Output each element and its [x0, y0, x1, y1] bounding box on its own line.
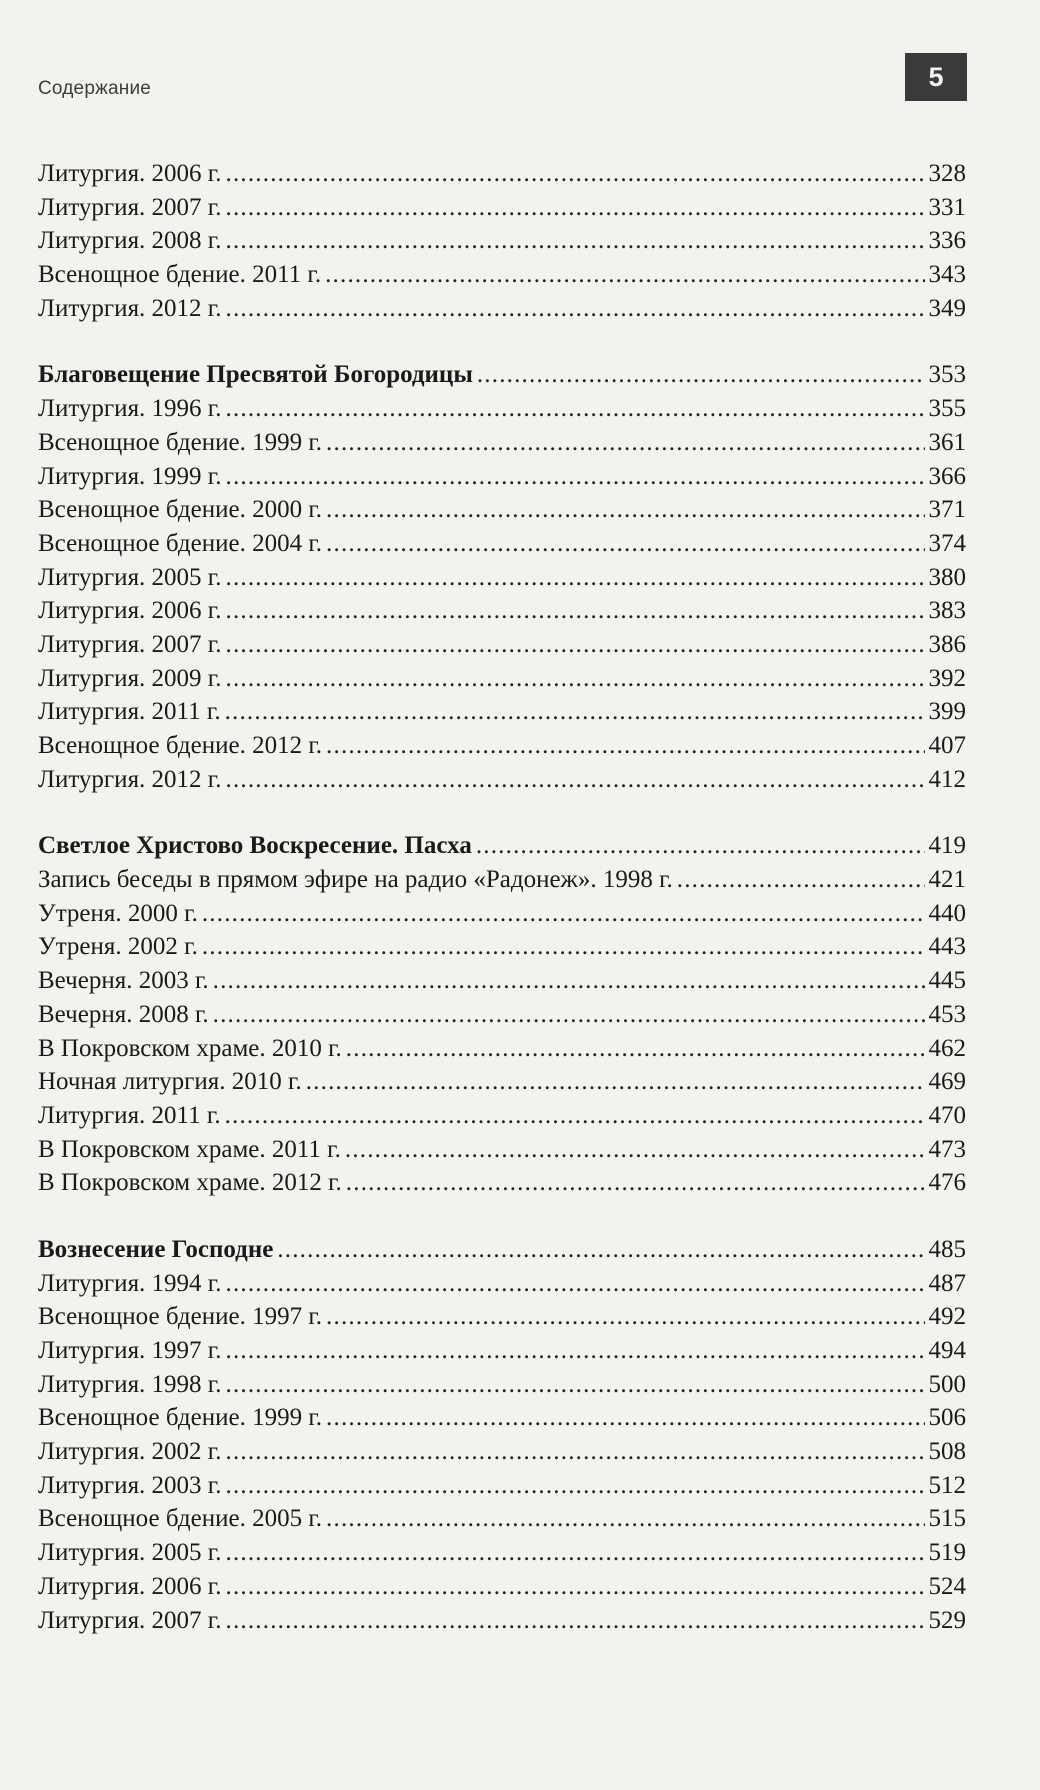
toc-entry — [38, 1502, 966, 1536]
page-ref: 512 — [928, 1471, 966, 1499]
entry-title: В Покровском храме. 2012 г. — [38, 1169, 342, 1197]
table-of-contents — [38, 157, 966, 1670]
toc-entry — [38, 1469, 966, 1503]
entry-title: Литургия. 1999 г. — [38, 462, 222, 490]
dot-leader — [202, 897, 925, 931]
toc-section — [38, 829, 966, 1200]
dot-leader — [326, 426, 924, 460]
dot-leader — [345, 1133, 925, 1167]
dot-leader — [226, 1334, 925, 1368]
dot-leader — [226, 662, 925, 696]
page-ref: 470 — [928, 1101, 966, 1129]
entry-title: Ночная литургия. 2010 г. — [38, 1068, 302, 1096]
page-ref: 443 — [928, 933, 966, 961]
entry-title: Всенощное бдение. 2000 г. — [38, 496, 323, 524]
dot-leader — [326, 729, 924, 763]
entry-title: Литургия. 2008 г. — [38, 227, 222, 255]
dot-leader — [226, 1469, 925, 1503]
page-ref: 412 — [928, 765, 966, 793]
dot-leader — [476, 829, 925, 863]
entry-title: Литургия. 2006 г. — [38, 160, 222, 187]
dot-leader — [326, 1502, 924, 1536]
dot-leader — [226, 460, 925, 494]
entry-title: Литургия. 2012 г. — [38, 765, 222, 793]
page-ref: 508 — [928, 1438, 966, 1466]
entry-title: Литургия. 1998 г. — [38, 1370, 222, 1398]
dot-leader — [477, 358, 925, 392]
page-ref: 473 — [928, 1135, 966, 1163]
dot-leader — [306, 1065, 925, 1099]
dot-leader — [226, 1435, 925, 1469]
entry-title: Литургия. 2011 г. — [38, 698, 221, 726]
toc-entry — [38, 1166, 966, 1200]
entry-title: Всенощное бдение. 1999 г. — [38, 1404, 323, 1432]
entry-title: Утреня. 2000 г. — [38, 899, 198, 927]
toc-entry — [38, 863, 966, 897]
entry-title: В Покровском храме. 2011 г. — [38, 1135, 341, 1163]
page-ref: 371 — [928, 496, 966, 524]
page-ref: 440 — [928, 899, 966, 927]
dot-leader — [226, 292, 925, 326]
toc-section — [38, 1233, 966, 1637]
toc-section-heading — [38, 829, 966, 863]
toc-entry — [38, 1368, 966, 1402]
page-ref: 421 — [928, 866, 966, 894]
dot-leader — [226, 157, 925, 191]
dot-leader — [326, 1401, 924, 1435]
entry-title: Всенощное бдение. 1997 г. — [38, 1303, 323, 1331]
page-ref: 419 — [928, 832, 966, 860]
page-ref: 506 — [928, 1404, 966, 1432]
toc-entry — [38, 561, 966, 595]
entry-title: Литургия. 2006 г. — [38, 597, 222, 625]
entry-title: Литургия. 2007 г. — [38, 1606, 222, 1634]
entry-title: Литургия. 2009 г. — [38, 664, 222, 692]
toc-entry — [38, 998, 966, 1032]
page-ref: 386 — [928, 630, 966, 658]
entry-title: Утреня. 2002 г. — [38, 933, 198, 961]
entry-title: Литургия. 2007 г. — [38, 193, 222, 221]
dot-leader — [226, 1536, 925, 1570]
toc-entry — [38, 662, 966, 696]
toc-entry — [38, 258, 966, 292]
entry-title: Литургия. 2012 г. — [38, 294, 222, 322]
entry-title: Всенощное бдение. 2004 г. — [38, 529, 323, 557]
toc-entry — [38, 594, 966, 628]
page-ref: 445 — [928, 967, 966, 995]
page-ref: 353 — [928, 361, 966, 389]
dot-leader — [677, 863, 925, 897]
toc-section-heading — [38, 1233, 966, 1267]
toc-entry — [38, 191, 966, 225]
toc-entry — [38, 493, 966, 527]
page-ref: 515 — [928, 1505, 966, 1533]
toc-section — [38, 358, 966, 796]
dot-leader — [213, 998, 925, 1032]
section-title: Вознесение Господне — [38, 1235, 274, 1263]
toc-entry — [38, 1536, 966, 1570]
entry-title: Литургия. 1994 г. — [38, 1269, 222, 1297]
dot-leader — [226, 628, 925, 662]
entry-title: Литургия. 2006 г. — [38, 1572, 222, 1600]
toc-entry — [38, 1401, 966, 1435]
dot-leader — [213, 964, 925, 998]
page-ref: 476 — [928, 1169, 966, 1197]
toc-entry — [38, 157, 966, 191]
dot-leader — [346, 1032, 925, 1066]
page-ref: 380 — [928, 563, 966, 591]
dot-leader — [346, 1166, 925, 1200]
running-header: Содержание — [38, 78, 152, 99]
page-ref: 355 — [928, 395, 966, 423]
page-ref: 487 — [928, 1269, 966, 1297]
toc-section — [38, 157, 966, 325]
dot-leader — [226, 392, 925, 426]
toc-entry — [38, 964, 966, 998]
toc-entry — [38, 897, 966, 931]
entry-title: Литургия. 2005 г. — [38, 1539, 222, 1567]
page-number-box: 5 — [905, 53, 967, 101]
page-ref: 328 — [928, 160, 966, 187]
page-ref: 331 — [928, 193, 966, 221]
toc-entry — [38, 426, 966, 460]
dot-leader — [326, 493, 924, 527]
toc-entry — [38, 1133, 966, 1167]
toc-entry — [38, 527, 966, 561]
dot-leader — [226, 1570, 925, 1604]
entry-title: В Покровском храме. 2010 г. — [38, 1034, 342, 1062]
entry-title: Всенощное бдение. 2005 г. — [38, 1505, 323, 1533]
entry-title: Вечерня. 2003 г. — [38, 967, 209, 995]
entry-title: Литургия. 2011 г. — [38, 1101, 221, 1129]
page-ref: 492 — [928, 1303, 966, 1331]
toc-section-heading — [38, 358, 966, 392]
page-ref: 392 — [928, 664, 966, 692]
dot-leader — [226, 1267, 925, 1301]
toc-entry — [38, 1604, 966, 1638]
page-ref: 494 — [928, 1337, 966, 1364]
dot-leader — [226, 594, 925, 628]
dot-leader — [226, 763, 925, 797]
toc-entry — [38, 1267, 966, 1301]
dot-leader — [326, 1300, 924, 1334]
page-ref: 453 — [928, 1000, 966, 1028]
page-ref: 462 — [928, 1034, 966, 1062]
dot-leader — [225, 695, 925, 729]
toc-entry — [38, 763, 966, 797]
entry-title: Литургия. 2003 г. — [38, 1471, 222, 1499]
page-ref: 374 — [928, 529, 966, 557]
toc-entry — [38, 1099, 966, 1133]
entry-title: Литургия. 2002 г. — [38, 1438, 222, 1466]
dot-leader — [277, 1233, 924, 1267]
entry-title: Вечерня. 2008 г. — [38, 1000, 209, 1028]
dot-leader — [226, 224, 925, 258]
entry-title: Всенощное бдение. 1999 г. — [38, 428, 323, 456]
page-ref: 343 — [928, 261, 966, 289]
toc-entry — [38, 1300, 966, 1334]
toc-entry — [38, 292, 966, 326]
toc-entry — [38, 695, 966, 729]
page-ref: 407 — [928, 732, 966, 759]
entry-title: Литургия. 2007 г. — [38, 630, 222, 658]
toc-entry — [38, 1065, 966, 1099]
dot-leader — [226, 1368, 925, 1402]
section-title: Светлое Христово Воскресение. Пасха — [38, 832, 472, 860]
page-ref: 336 — [928, 227, 966, 255]
toc-entry — [38, 930, 966, 964]
section-title: Благовещение Пресвятой Богородицы — [38, 361, 473, 389]
entry-title: Литургия. 1996 г. — [38, 395, 222, 423]
toc-entry — [38, 729, 966, 763]
page-ref: 524 — [928, 1572, 966, 1600]
dot-leader — [226, 191, 925, 225]
page-ref: 366 — [928, 462, 966, 490]
toc-entry — [38, 224, 966, 258]
entry-title: Всенощное бдение. 2012 г. — [38, 732, 323, 759]
entry-title: Литургия. 1997 г. — [38, 1337, 222, 1364]
page-ref: 469 — [928, 1068, 966, 1096]
page-ref: 361 — [928, 428, 966, 456]
page-ref: 519 — [928, 1539, 966, 1567]
entry-title: Запись беседы в прямом эфире на радио «Радонеж». 1998 г. — [38, 866, 673, 894]
page-ref: 500 — [928, 1370, 966, 1398]
toc-entry — [38, 1334, 966, 1368]
dot-leader — [325, 258, 924, 292]
toc-entry — [38, 628, 966, 662]
page-ref: 399 — [928, 698, 966, 726]
page-ref: 349 — [928, 294, 966, 322]
dot-leader — [225, 1099, 925, 1133]
dot-leader — [326, 527, 924, 561]
entry-title: Литургия. 2005 г. — [38, 563, 222, 591]
toc-entry — [38, 1570, 966, 1604]
page-ref: 485 — [928, 1235, 966, 1263]
toc-entry — [38, 460, 966, 494]
entry-title: Всенощное бдение. 2011 г. — [38, 261, 322, 289]
dot-leader — [226, 1604, 925, 1638]
toc-entry — [38, 392, 966, 426]
toc-entry — [38, 1435, 966, 1469]
dot-leader — [226, 561, 925, 595]
page-ref: 383 — [928, 597, 966, 625]
dot-leader — [202, 930, 925, 964]
page-ref: 529 — [928, 1606, 966, 1634]
toc-entry — [38, 1032, 966, 1066]
